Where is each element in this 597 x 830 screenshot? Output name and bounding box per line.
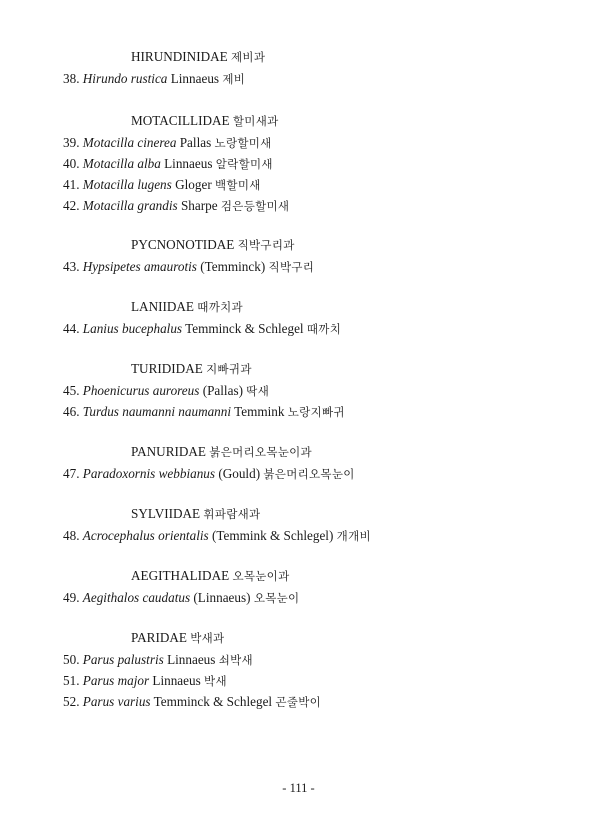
author-name: Temminck & Schlegel [153,694,273,709]
family-name: PANURIDAE [131,444,206,459]
author-name: Sharpe [180,198,218,213]
family-korean-name: 제비과 [231,50,266,64]
author-name: Linnaeus [167,652,216,667]
entry-number: 39. [63,135,80,150]
species-entry [63,693,321,711]
family-name: MOTACILLIDAE [131,113,230,128]
entry-number: 50. [63,652,80,667]
family-korean-name: 붉은머리오목눈이과 [209,445,312,459]
species-entry [63,134,272,152]
scientific-name: Turdus naumanni naumanni [82,404,232,419]
family-heading [131,48,265,66]
family-korean-name: 때까치과 [197,300,243,314]
scientific-name: Parus major [82,673,150,688]
scientific-name: Acrocephalus orientalis [82,528,209,543]
species-entry [63,527,371,545]
entry-number: 43. [63,259,80,274]
korean-name: 붉은머리오목눈이 [263,467,355,481]
author-name: (Pallas) [202,383,243,398]
entry-number: 45. [63,383,80,398]
author-name: Linnaeus [164,156,213,171]
scientific-name: Motacilla lugens [82,177,172,192]
korean-name: 오목눈이 [253,591,300,605]
family-name: LANIIDAE [131,299,194,314]
species-entry [63,258,314,276]
family-heading [131,236,295,254]
page-number: - 111 - [282,781,315,795]
family-heading [131,112,279,130]
family-heading [131,567,290,585]
family-korean-name: 할미새과 [232,114,279,128]
scientific-name: Aegithalos caudatus [82,590,191,605]
scientific-name: Motacilla cinerea [82,135,177,150]
species-entry [63,176,261,194]
family-korean-name: 지빠귀과 [206,362,252,376]
family-heading [131,505,260,523]
species-entry [63,70,245,88]
species-entry [63,672,227,690]
korean-name: 때까치 [306,322,342,336]
author-name: Temmink [234,404,285,419]
family-name: PYCNONOTIDAE [131,237,235,252]
family-korean-name: 직박구리과 [237,238,295,252]
author-name: Temminck & Schlegel [185,321,304,336]
family-name: AEGITHALIDAE [131,568,230,583]
scientific-name: Lanius bucephalus [82,321,183,336]
author-name: (Gould) [218,466,261,481]
korean-name: 직박구리 [268,260,315,274]
scientific-name: Motacilla alba [82,156,161,171]
korean-name: 검은등할미새 [220,199,290,213]
species-entry [63,589,299,607]
entry-number: 42. [63,198,80,213]
author-name: Linnaeus [170,71,220,86]
scientific-name: Motacilla grandis [82,198,178,213]
author-name: Linnaeus [152,673,201,688]
entry-number: 47. [63,466,80,481]
entry-number: 49. [63,590,80,605]
species-entry [63,320,341,338]
family-name: SYLVIIDAE [131,506,201,521]
family-heading [131,360,252,378]
entry-number: 40. [63,156,80,171]
korean-name: 백할미새 [215,178,261,192]
family-heading [131,298,243,316]
species-entry [63,382,269,400]
korean-name: 알락할미새 [215,157,273,171]
entry-number: 52. [63,694,80,709]
species-entry [63,403,345,421]
korean-name: 노랑지빠귀 [287,405,345,419]
family-name: HIRUNDINIDAE [131,49,228,64]
family-heading [131,443,312,461]
entry-number: 44. [63,321,80,336]
family-name: TURIDIDAE [131,361,203,376]
family-korean-name: 오목눈이과 [232,569,290,583]
entry-number: 51. [63,673,80,688]
korean-name: 노랑할미새 [214,136,272,150]
family-korean-name: 박새과 [190,631,225,645]
entry-number: 46. [63,404,80,419]
entry-number: 38. [63,71,80,86]
scientific-name: Hypsipetes amaurotis [82,259,197,274]
entry-number: 48. [63,528,80,543]
author-name: Pallas [179,135,212,150]
korean-name: 딱새 [246,384,270,398]
author-name: (Linnaeus) [193,590,251,605]
korean-name: 쇠박새 [218,653,253,667]
korean-name: 박새 [204,674,227,688]
family-heading [131,629,224,647]
author-name: Gloger [175,177,212,192]
korean-name: 제비 [222,72,246,86]
species-entry [63,465,355,483]
family-name: PARIDAE [131,630,187,645]
species-entry [63,155,273,173]
scientific-name: Paradoxornis webbianus [82,466,216,481]
korean-name: 개개비 [336,529,371,543]
scientific-name: Parus palustris [82,652,164,667]
scientific-name: Hirundo rustica [82,71,168,86]
species-entry [63,197,289,215]
scientific-name: Phoenicurus auroreus [82,383,200,398]
author-name: (Temminck) [200,259,266,274]
family-korean-name: 휘파람새과 [203,507,261,521]
scientific-name: Parus varius [82,694,151,709]
korean-name: 곤줄박이 [275,695,322,709]
entry-number: 41. [63,177,80,192]
species-entry [63,651,253,669]
author-name: (Temmink & Schlegel) [211,528,334,543]
